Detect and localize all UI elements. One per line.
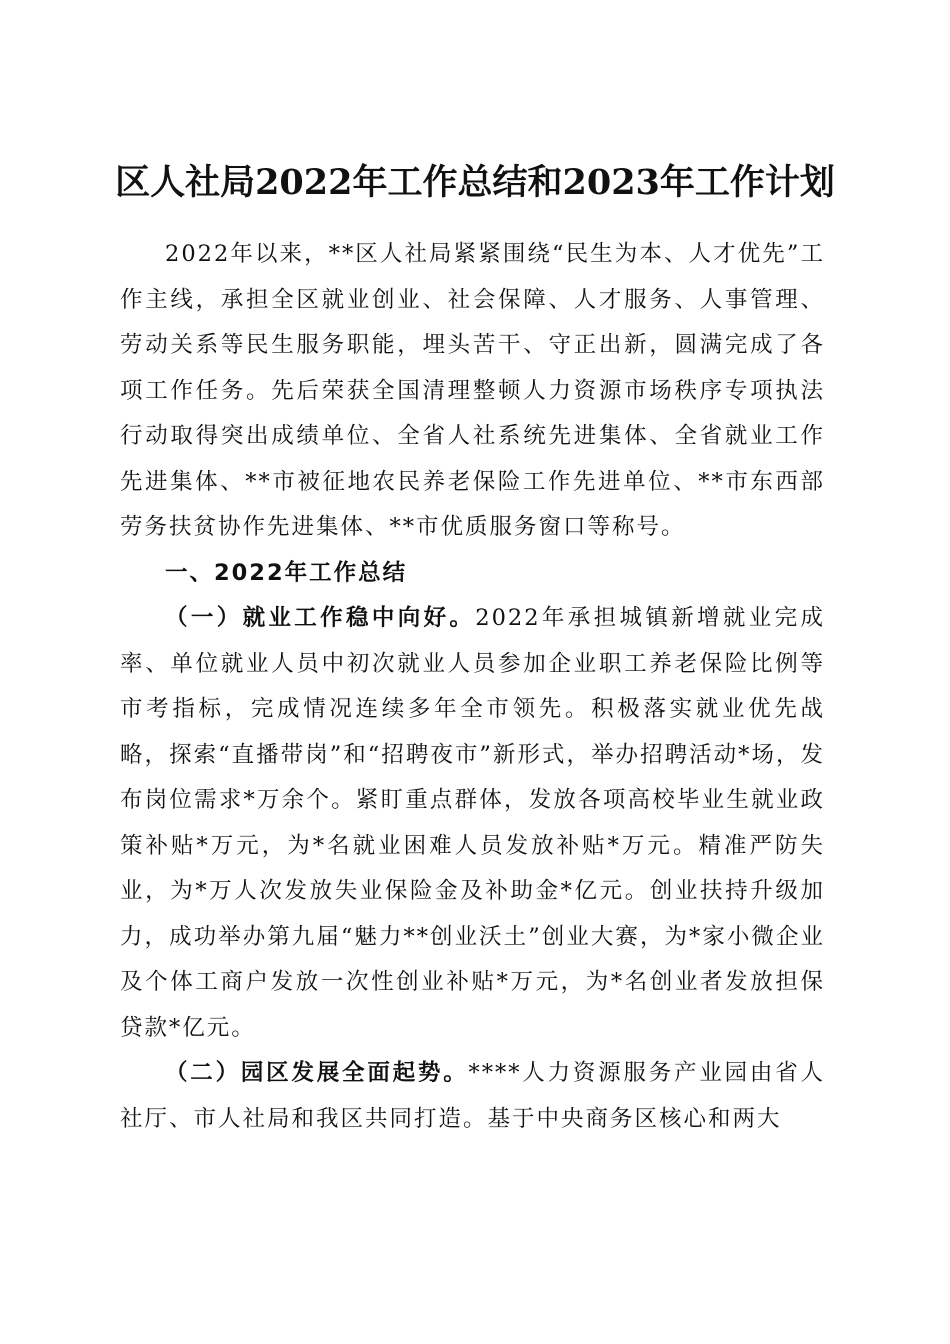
subheading-industrial-park: （二）园区发展全面起势。 [165, 1060, 469, 1086]
paragraph-industrial-park-text: ****人力资源服务产业园由省人社厅、市人社局和我区共同打造。基于中央商务区核心和两大 [120, 1060, 825, 1132]
document-body [120, 232, 825, 1142]
subheading-employment: （一）就业工作稳中向好。 [165, 605, 476, 631]
section-heading-2022-summary: 一、2022年工作总结 [165, 559, 408, 586]
document-title: 区人社局2022年工作总结和2023年工作计划 [115, 162, 835, 204]
paragraph-employment-text: 2022年承担城镇新增就业完成率、单位就业人员中初次就业人员参加企业职工养老保险比例等市考指标，完成情况连续多年全市领先。积极落实就业优先战略，探索“直播带岗”和“招聘夜市”新形式，举办招聘活动*场，发布岗位需求*万余个。紧盯重点群体，发放各项高校毕业生就业政策补贴*万元，为*名就业困难人员发放补贴*万元。精准严防失业，为*万人次发放失业保险金及补助金*亿元。创业扶持升级加力，成功举办第九届“魅力**创业沃土”创业大赛，为*家小微企业及个体工商户发放一次性创业补贴*万元，为*名创业者发放担保贷款*亿元。 [120, 605, 825, 1041]
paragraph-employment [120, 596, 825, 1051]
intro-paragraph: 2022年以来，**区人社局紧紧围绕“民生为本、人才优先”工作主线，承担全区就业创业、社会保障、人才服务、人事管理、劳动关系等民生服务职能，埋头苦干、守正出新，圆满完成了各项工作任务。先后荣获全国清理整顿人力资源市场秩序专项执法行动取得突出成绩单位、全省人社系统先进集体、全省就业工作先进集体、**市被征地农民养老保险工作先进单位、**市东西部劳务扶贫协作先进集体、**市优质服务窗口等称号。 [120, 241, 825, 540]
paragraph-industrial-park [120, 1051, 825, 1142]
